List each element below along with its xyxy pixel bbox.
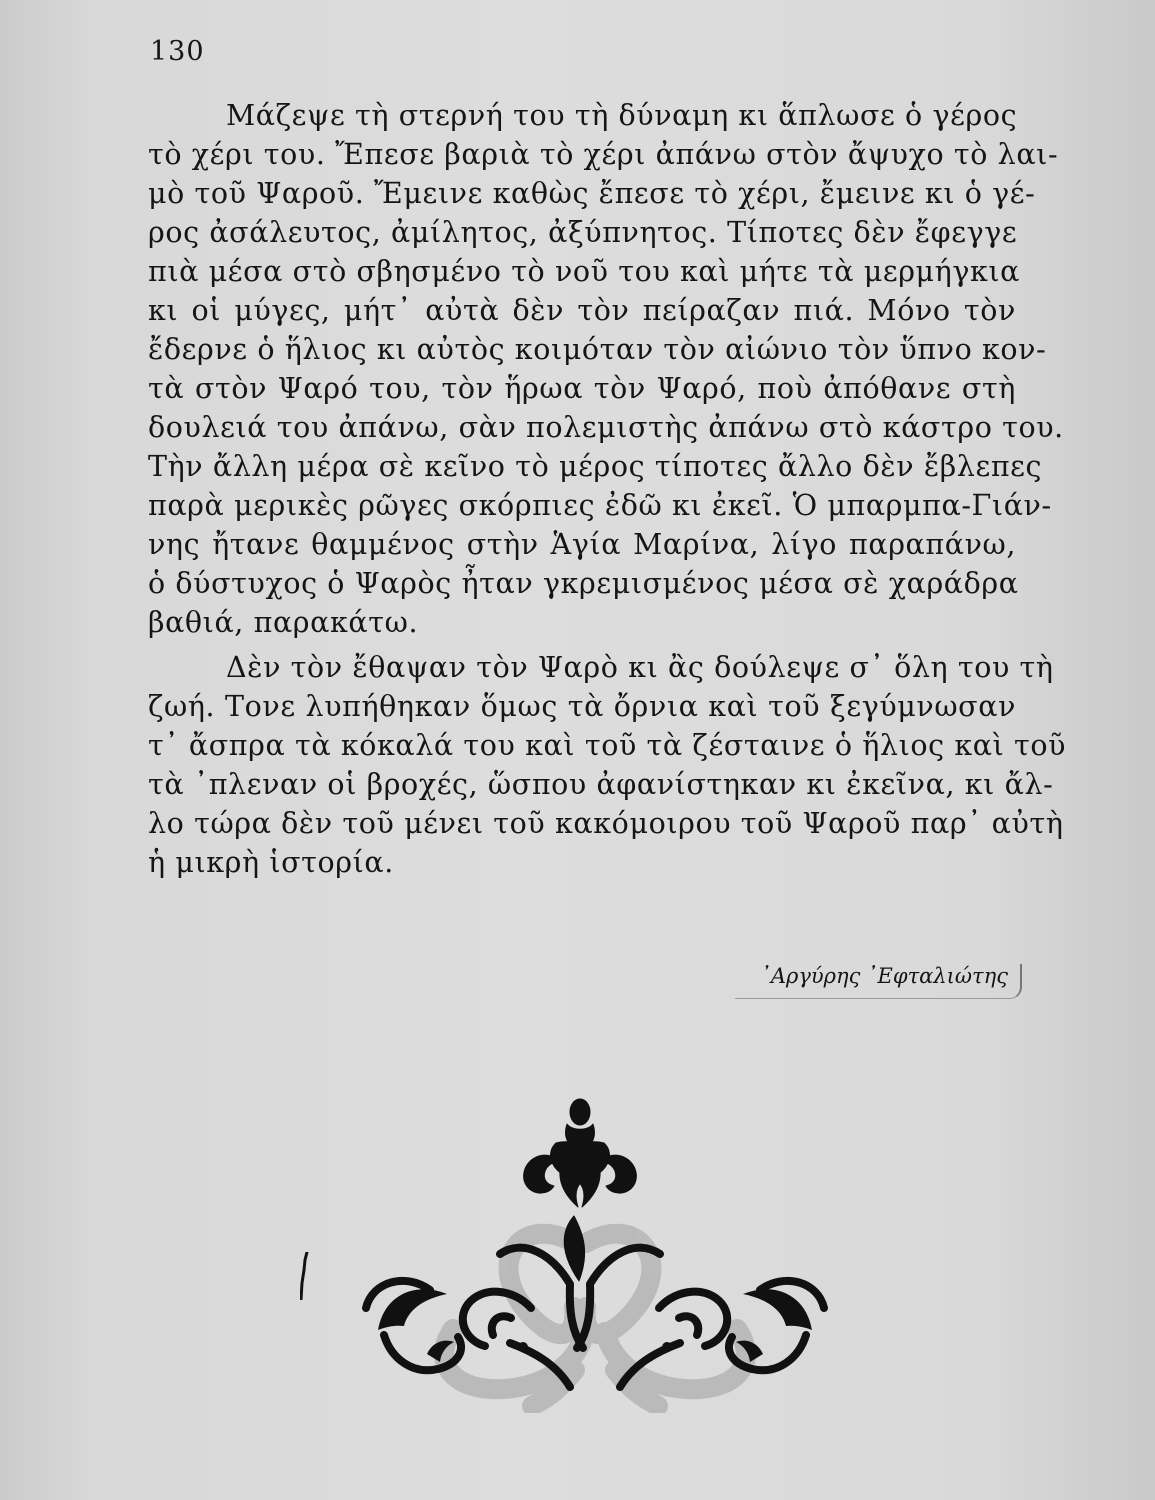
- text-line: Δὲν τὸν ἔθαψαν τὸν Ψαρὸ κι ἂς δούλεψε σ᾽ ὅλη του τὴ: [226, 651, 1054, 684]
- text-block: [148, 96, 1067, 882]
- paragraph-2: [148, 648, 1067, 882]
- author-signature: [735, 964, 1022, 999]
- text-line: ἡ μικρὴ ἱστορία.: [148, 846, 394, 879]
- text-line: δουλειά του ἀπάνω, σὰν πολεμιστὴς ἀπάνω στὸ κάστρο του.: [148, 411, 1064, 444]
- text-line: πιὰ μέσα στὸ σβησμένο τὸ νοῦ του καὶ μήτε τὰ μερμήγκια: [148, 255, 1021, 288]
- text-line: βαθιά, παρακάτω.: [148, 606, 419, 639]
- text-line: τ᾽ ἄσπρα τὰ κόκαλά του καὶ τοῦ τὰ ζέσταινε ὁ ἥλιος καὶ τοῦ: [148, 729, 1067, 762]
- text-line: ζωή. Τονε λυπήθηκαν ὅμως τὰ ὄρνια καὶ τοῦ ξεγύμνωσαν: [148, 690, 1016, 723]
- signature-text: ᾽Αργύρης ᾽Εφταλιώτης: [760, 964, 1008, 988]
- text-line: κι οἱ μύγες, μήτ᾽ αὐτὰ δὲν τὸν πείραζαν πιά. Μόνο τὸν: [148, 294, 1016, 327]
- text-line: ὁ δύστυχος ὁ Ψαρὸς ἦταν γκρεμισμένος μέσα σὲ χαράδρα: [148, 567, 1019, 600]
- text-line: μὸ τοῦ Ψαροῦ. Ἔμεινε καθὼς ἔπεσε τὸ χέρι, ἔμεινε κι ὁ γέ-: [148, 177, 1036, 210]
- text-line: Μάζεψε τὴ στερνή του τὴ δύναμη κι ἅπλωσε ὁ γέρος: [226, 99, 1018, 132]
- floral-vignette-icon: [360, 1088, 830, 1413]
- paragraph-1: [148, 96, 1064, 642]
- page-number: 130: [150, 36, 205, 67]
- text-line: τὸ χέρι του. Ἔπεσε βαριὰ τὸ χέρι ἀπάνω στὸν ἄψυχο τὸ λαι-: [148, 138, 1059, 171]
- text-line: ἔδερνε ὁ ἥλιος κι αὐτὸς κοιμόταν τὸν αἰώνιο τὸν ὕπνο κον-: [148, 333, 1047, 366]
- pen-mark-icon: [300, 1252, 310, 1300]
- text-line: Τὴν ἄλλη μέρα σὲ κεῖνο τὸ μέρος τίποτες ἄλλο δὲν ἔβλεπες: [148, 450, 1043, 483]
- text-line: τὰ στὸν Ψαρό του, τὸν ἥρωα τὸν Ψαρό, ποὺ ἀπόθανε στὴ: [148, 372, 1016, 405]
- text-line: λο τώρα δὲν τοῦ μένει τοῦ κακόμοιρου τοῦ Ψαροῦ παρ᾽ αὐτὴ: [148, 807, 1064, 840]
- text-line: παρὰ μερικὲς ρῶγες σκόρπιες ἐδῶ κι ἐκεῖ. Ὁ μπαρμπα-Γιάν-: [148, 489, 1052, 522]
- text-line: νης ἤτανε θαμμένος στὴν Ἁγία Μαρίνα, λίγο παραπάνω,: [148, 528, 1016, 561]
- text-line: τὰ ᾽πλεναν οἱ βροχές, ὥσπου ἀφανίστηκαν κι ἐκεῖνα, κι ἄλ-: [148, 768, 1054, 801]
- text-line: ρος ἀσάλευτος, ἀμίλητος, ἀξύπνητος. Τίποτες δὲν ἔφεγγε: [148, 216, 1018, 249]
